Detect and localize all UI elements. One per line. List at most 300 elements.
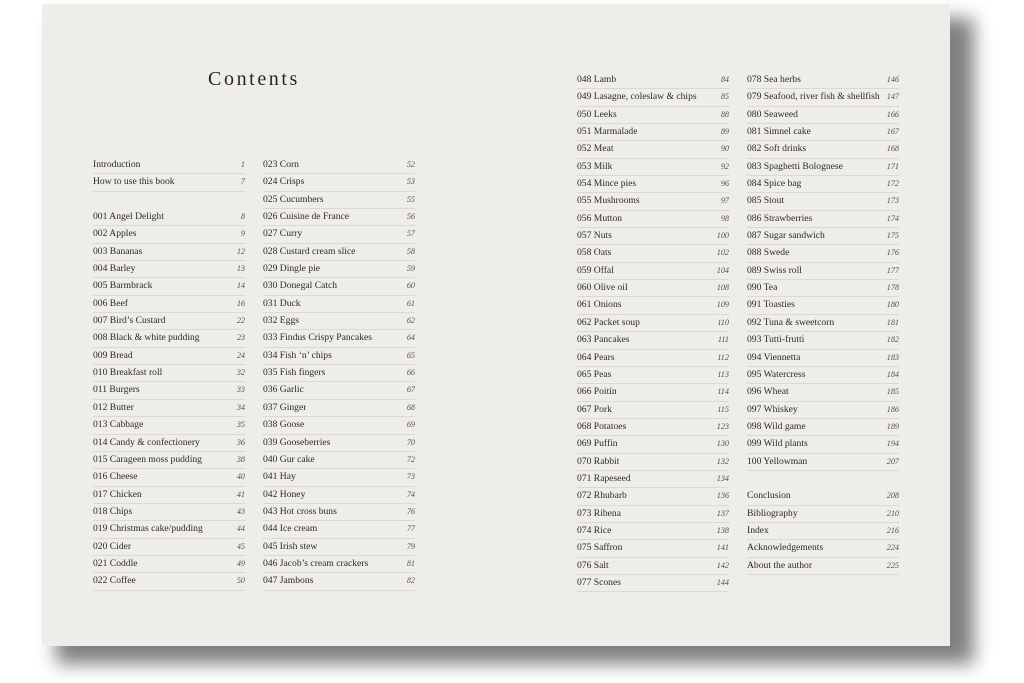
toc-entry-title: 097 Whiskey xyxy=(747,403,798,415)
toc-entry-title: 013 Cabbage xyxy=(93,419,144,431)
toc-entry-page: 210 xyxy=(886,508,899,518)
toc-entry-title: 059 Offal xyxy=(577,264,614,276)
toc-entry-page: 8 xyxy=(240,212,245,222)
toc-entry xyxy=(577,332,729,349)
toc-entry-page: 109 xyxy=(716,300,729,310)
toc-entry xyxy=(577,506,729,523)
toc-entry-title: 017 Chicken xyxy=(93,488,142,500)
toc-entry-title: 039 Gooseberries xyxy=(263,436,331,448)
toc-entry-page: 166 xyxy=(886,109,899,119)
toc-entry-title: 072 Rhubarb xyxy=(577,490,627,502)
toc-entry xyxy=(93,365,245,382)
toc-entry-title: 047 Jambons xyxy=(263,575,314,587)
toc-entry-title: 054 Mince pies xyxy=(577,178,637,190)
toc-entry-title: 052 Meat xyxy=(577,143,614,155)
toc-entry-page: 112 xyxy=(717,352,729,362)
toc-entry-title: 077 Scones xyxy=(577,576,621,588)
toc-entry xyxy=(577,523,729,540)
toc-entry-page: 65 xyxy=(406,350,415,360)
toc-entry-page: 16 xyxy=(236,298,245,308)
toc-entry-title: 056 Mutton xyxy=(577,212,623,224)
toc-entry xyxy=(577,402,729,419)
toc-entry-page: 89 xyxy=(720,127,729,137)
toc-entry-page: 85 xyxy=(720,92,729,102)
toc-entry xyxy=(747,193,899,210)
toc-entry xyxy=(93,382,245,399)
toc-entry xyxy=(577,263,729,280)
toc-entry-title: 080 Seaweed xyxy=(747,108,798,120)
toc-entry-page: 36 xyxy=(236,437,245,447)
toc-entry-title: 094 Viennetta xyxy=(747,351,801,363)
toc-entry xyxy=(93,521,245,538)
toc-entry-page: 146 xyxy=(886,75,899,84)
toc-entry-title: 016 Cheese xyxy=(93,471,138,483)
toc-entry-page: 141 xyxy=(716,543,729,553)
toc-entry-title: Introduction xyxy=(93,159,141,170)
toc-entry xyxy=(263,330,415,347)
toc-entry-page: 176 xyxy=(886,248,899,258)
toc-entry xyxy=(93,452,245,469)
toc-entry-title: 084 Spice bag xyxy=(747,178,802,190)
toc-entry-title: 007 Bird’s Custard xyxy=(93,315,166,327)
toc-entry-title: 092 Tuna & sweetcorn xyxy=(747,316,835,328)
toc-entry-title: 075 Saffron xyxy=(577,542,623,554)
toc-entry xyxy=(263,452,415,469)
toc-entry-title: 005 Barmbrack xyxy=(93,280,153,292)
toc-entry-title: 073 Ribena xyxy=(577,507,621,519)
toc-entry-page: 175 xyxy=(886,231,899,241)
toc-entry-page: 1 xyxy=(240,160,245,169)
toc-entry-page: 97 xyxy=(720,196,729,206)
toc-entry-title: 078 Sea herbs xyxy=(747,74,801,85)
toc-entry-title: 091 Toasties xyxy=(747,299,795,311)
toc-entry-title: 051 Marmalade xyxy=(577,126,638,138)
toc-entry-title: 012 Butter xyxy=(93,401,134,413)
toc-entry xyxy=(93,435,245,452)
toc-entry xyxy=(577,350,729,367)
toc-entry-page: 100 xyxy=(716,231,729,241)
toc-entry-title: 001 Angel Delight xyxy=(93,211,164,223)
toc-entry-page: 92 xyxy=(720,161,729,171)
toc-entry xyxy=(93,469,245,486)
toc-entry-page: 174 xyxy=(886,213,899,223)
toc-entry-page: 56 xyxy=(406,212,415,222)
toc-entry-title: 050 Leeks xyxy=(577,108,617,120)
toc-column-2 xyxy=(263,157,415,591)
toc-entry-title: 065 Peas xyxy=(577,368,612,380)
toc-entry xyxy=(263,382,415,399)
toc-entry-page: 208 xyxy=(886,491,899,501)
toc-entry-page: 60 xyxy=(406,281,415,291)
toc-entry-page: 84 xyxy=(720,75,729,84)
toc-entry-page: 189 xyxy=(886,421,899,431)
toc-entry-page: 144 xyxy=(716,577,729,587)
toc-entry xyxy=(263,261,415,278)
toc-entry-title: 003 Bananas xyxy=(93,245,143,257)
toc-entry xyxy=(747,315,899,332)
toc-entry xyxy=(263,209,415,226)
toc-entry-title: 046 Jacob’s cream crackers xyxy=(263,557,369,569)
toc-entry-title: 032 Eggs xyxy=(263,315,299,327)
toc-entry xyxy=(263,313,415,330)
toc-entry-page: 173 xyxy=(886,196,899,206)
toc-entry-page: 110 xyxy=(717,317,729,327)
toc-entry-page: 104 xyxy=(716,265,729,275)
toc-entry xyxy=(93,348,245,365)
toc-entry-title: 021 Coddle xyxy=(93,557,138,569)
toc-entry-title: 028 Custard cream slice xyxy=(263,245,356,257)
toc-entry-title: 074 Rice xyxy=(577,524,612,536)
toc-entry-title: 066 Poitín xyxy=(577,386,617,398)
toc-entry xyxy=(93,313,245,330)
toc-entry-page: 177 xyxy=(886,265,899,275)
toc-entry xyxy=(747,523,899,540)
toc-entry-title: 100 Yellowman xyxy=(747,455,808,467)
toc-entry xyxy=(577,211,729,228)
toc-entry-title: 040 Gur cake xyxy=(263,453,315,465)
toc-entry xyxy=(747,159,899,176)
toc-entry-page: 70 xyxy=(406,437,415,447)
toc-entry-title: 053 Milk xyxy=(577,160,613,172)
toc-entry xyxy=(577,436,729,453)
toc-entry xyxy=(263,487,415,504)
toc-entry-page: 184 xyxy=(886,369,899,379)
toc-entry xyxy=(93,504,245,521)
toc-entry-page: 167 xyxy=(886,127,899,137)
toc-entry-page: 9 xyxy=(240,229,245,239)
toc-entry-title: Bibliography xyxy=(747,507,798,519)
toc-entry xyxy=(747,228,899,245)
toc-entry-page: 38 xyxy=(236,454,245,464)
toc-entry xyxy=(747,454,899,471)
toc-entry-page: 134 xyxy=(716,473,729,483)
toc-entry xyxy=(747,89,899,106)
toc-entry-page: 66 xyxy=(406,368,415,378)
toc-entry-page: 88 xyxy=(720,109,729,119)
toc-entry-title: How to use this book xyxy=(93,176,175,188)
toc-entry xyxy=(747,263,899,280)
toc-entry xyxy=(93,226,245,243)
toc-entry-title: 093 Tutti-frutti xyxy=(747,334,805,346)
toc-entry xyxy=(747,436,899,453)
toc-entry-title: 068 Potatoes xyxy=(577,420,627,432)
toc-entry xyxy=(93,487,245,504)
toc-entry-page: 181 xyxy=(886,317,899,327)
toc-entry-title: 026 Cuisine de France xyxy=(263,211,350,223)
toc-entry-page: 41 xyxy=(236,489,245,499)
toc-entry-title: 018 Chips xyxy=(93,505,133,517)
toc-entry xyxy=(263,348,415,365)
toc-entry-title: 076 Salt xyxy=(577,559,609,571)
toc-entry xyxy=(93,157,245,174)
toc-entry-title: Acknowledgements xyxy=(747,542,824,554)
toc-entry xyxy=(263,417,415,434)
toc-entry xyxy=(577,297,729,314)
toc-entry-page: 224 xyxy=(886,543,899,553)
toc-entry xyxy=(263,296,415,313)
toc-entry xyxy=(93,573,245,590)
toc-entry-title: 034 Fish ‘n’ chips xyxy=(263,349,332,361)
toc-entry-title: 099 Wild plants xyxy=(747,438,808,450)
toc-entry-page: 185 xyxy=(886,387,899,397)
toc-entry-page: 53 xyxy=(406,177,415,187)
toc-entry-page: 168 xyxy=(886,144,899,154)
toc-entry-page: 64 xyxy=(406,333,415,343)
toc-entry xyxy=(747,297,899,314)
toc-entry-page: 183 xyxy=(886,352,899,362)
toc-entry-page: 49 xyxy=(236,558,245,568)
toc-entry-title: 081 Simnel cake xyxy=(747,126,811,138)
contents-title: Contents xyxy=(208,68,300,90)
toc-entry-title: 008 Black & white pudding xyxy=(93,332,200,344)
toc-entry xyxy=(93,400,245,417)
toc-entry-title: 048 Lamb xyxy=(577,74,617,85)
toc-entry-title: 043 Hot cross buns xyxy=(263,505,337,517)
toc-entry xyxy=(747,176,899,193)
toc-entry xyxy=(577,384,729,401)
toc-entry-page: 132 xyxy=(716,456,729,466)
toc-entry xyxy=(263,174,415,191)
toc-entry xyxy=(263,573,415,590)
toc-entry-page: 32 xyxy=(236,368,245,378)
toc-entry-title: 025 Cucumbers xyxy=(263,193,324,205)
toc-entry-page: 76 xyxy=(406,506,415,516)
section-gap xyxy=(747,471,899,488)
toc-entry-title: 096 Wheat xyxy=(747,386,789,398)
toc-entry xyxy=(747,350,899,367)
toc-entry-title: 090 Tea xyxy=(747,282,778,294)
toc-entry-title: 058 Oats xyxy=(577,247,612,259)
toc-entry-page: 52 xyxy=(406,160,415,169)
toc-entry xyxy=(263,556,415,573)
toc-entry-title: 024 Crisps xyxy=(263,176,305,188)
toc-entry-title: 044 Ice cream xyxy=(263,523,318,535)
toc-entry-page: 90 xyxy=(720,144,729,154)
toc-entry-page: 108 xyxy=(716,283,729,293)
toc-entry-page: 172 xyxy=(886,179,899,189)
toc-entry-title: 061 Onions xyxy=(577,299,622,311)
toc-entry xyxy=(263,278,415,295)
toc-entry-page: 81 xyxy=(406,558,415,568)
toc-entry xyxy=(577,107,729,124)
toc-column-1 xyxy=(93,157,245,591)
toc-entry-title: 095 Watercress xyxy=(747,368,806,380)
toc-entry xyxy=(263,226,415,243)
toc-entry-page: 13 xyxy=(236,264,245,274)
toc-entry-page: 40 xyxy=(236,472,245,482)
toc-entry-page: 24 xyxy=(236,350,245,360)
toc-entry-title: 004 Barley xyxy=(93,263,136,275)
toc-entry-title: 037 Ginger xyxy=(263,401,307,413)
toc-entry xyxy=(747,211,899,228)
toc-entry-page: 62 xyxy=(406,316,415,326)
toc-entry-page: 115 xyxy=(717,404,729,414)
toc-entry-title: 009 Bread xyxy=(93,349,133,361)
toc-entry xyxy=(747,367,899,384)
toc-column-3 xyxy=(577,72,729,592)
toc-entry-title: 029 Dingle pie xyxy=(263,263,321,275)
toc-entry xyxy=(93,330,245,347)
toc-entry xyxy=(263,157,415,174)
toc-entry-title: 098 Wild game xyxy=(747,420,806,432)
toc-entry xyxy=(747,280,899,297)
toc-entry-page: 98 xyxy=(720,213,729,223)
section-gap xyxy=(93,192,245,209)
toc-entry-title: 067 Pork xyxy=(577,403,612,415)
toc-entry-title: 036 Garlic xyxy=(263,384,304,396)
toc-entry-page: 96 xyxy=(720,179,729,189)
toc-entry-page: 73 xyxy=(406,472,415,482)
toc-entry xyxy=(577,315,729,332)
toc-entry xyxy=(747,72,899,89)
toc-entry-page: 130 xyxy=(716,439,729,449)
toc-entry-title: 030 Donegal Catch xyxy=(263,280,338,292)
toc-entry-page: 67 xyxy=(406,385,415,395)
toc-entry xyxy=(577,454,729,471)
toc-entry xyxy=(577,367,729,384)
toc-entry-page: 180 xyxy=(886,300,899,310)
toc-entry xyxy=(263,521,415,538)
toc-entry-title: 038 Goose xyxy=(263,419,305,431)
toc-entry-page: 59 xyxy=(406,264,415,274)
toc-entry-page: 43 xyxy=(236,506,245,516)
toc-entry xyxy=(263,400,415,417)
toc-entry-title: 023 Corn xyxy=(263,159,299,170)
toc-entry xyxy=(577,176,729,193)
toc-entry-title: 002 Apples xyxy=(93,228,137,240)
toc-entry xyxy=(93,261,245,278)
toc-entry xyxy=(263,435,415,452)
toc-entry-page: 137 xyxy=(716,508,729,518)
toc-entry xyxy=(577,72,729,89)
toc-entry xyxy=(93,209,245,226)
toc-entry xyxy=(747,107,899,124)
toc-entry-page: 171 xyxy=(886,161,899,171)
toc-entry-title: 011 Burgers xyxy=(93,384,140,396)
toc-entry-title: 087 Sugar sandwich xyxy=(747,230,825,242)
toc-entry-page: 77 xyxy=(406,524,415,534)
toc-entry-page: 74 xyxy=(406,489,415,499)
toc-entry xyxy=(747,402,899,419)
toc-entry-title: 045 Irish stew xyxy=(263,540,318,552)
toc-entry-page: 50 xyxy=(236,576,245,586)
toc-entry-page: 182 xyxy=(886,335,899,345)
toc-entry xyxy=(577,124,729,141)
toc-entry xyxy=(747,141,899,158)
toc-entry-page: 102 xyxy=(716,248,729,258)
toc-entry-title: 083 Spaghetti Bolognese xyxy=(747,160,843,172)
toc-entry-page: 7 xyxy=(240,177,245,187)
toc-entry-title: 060 Olive oil xyxy=(577,282,628,294)
toc-entry xyxy=(263,504,415,521)
toc-entry-page: 138 xyxy=(716,525,729,535)
toc-entry-title: 049 Lasagne, coleslaw & chips xyxy=(577,91,697,103)
toc-entry-title: 020 Cider xyxy=(93,540,132,552)
toc-entry-page: 12 xyxy=(236,246,245,256)
toc-entry-title: 035 Fish fingers xyxy=(263,367,326,379)
toc-entry-page: 186 xyxy=(886,404,899,414)
toc-entry-title: Conclusion xyxy=(747,490,791,502)
toc-entry xyxy=(747,332,899,349)
toc-entry-title: 006 Beef xyxy=(93,297,128,309)
toc-entry-page: 216 xyxy=(886,525,899,535)
toc-entry-title: 031 Duck xyxy=(263,297,301,309)
toc-entry xyxy=(577,89,729,106)
toc-entry xyxy=(93,244,245,261)
toc-entry-page: 45 xyxy=(236,541,245,551)
toc-entry-title: 082 Soft drinks xyxy=(747,143,807,155)
toc-entry-page: 79 xyxy=(406,541,415,551)
toc-entry-page: 194 xyxy=(886,439,899,449)
toc-entry-title: 041 Hay xyxy=(263,471,296,483)
toc-entry-title: 010 Breakfast roll xyxy=(93,367,163,379)
toc-entry-page: 33 xyxy=(236,385,245,395)
toc-entry-page: 142 xyxy=(716,560,729,570)
toc-entry-page: 58 xyxy=(406,246,415,256)
toc-entry-page: 23 xyxy=(236,333,245,343)
toc-entry xyxy=(747,506,899,523)
toc-entry-page: 82 xyxy=(406,576,415,586)
toc-entry-page: 123 xyxy=(716,421,729,431)
toc-entry-page: 111 xyxy=(717,335,729,345)
toc-entry xyxy=(747,488,899,505)
toc-entry-page: 178 xyxy=(886,283,899,293)
toc-entry-title: 086 Strawberries xyxy=(747,212,813,224)
toc-entry xyxy=(577,419,729,436)
toc-entry xyxy=(577,228,729,245)
toc-entry xyxy=(577,141,729,158)
toc-entry xyxy=(263,244,415,261)
toc-column-4 xyxy=(747,72,899,575)
toc-entry-page: 225 xyxy=(886,560,899,570)
toc-entry-page: 114 xyxy=(717,387,729,397)
toc-entry xyxy=(263,365,415,382)
toc-entry-title: 027 Curry xyxy=(263,228,303,240)
toc-entry xyxy=(93,174,245,191)
toc-entry-title: 042 Honey xyxy=(263,488,306,500)
toc-entry-title: Index xyxy=(747,524,769,536)
toc-entry-title: 069 Puffin xyxy=(577,438,618,450)
toc-entry xyxy=(747,124,899,141)
toc-entry xyxy=(577,488,729,505)
toc-entry xyxy=(747,540,899,557)
toc-entry-title: 079 Seafood, river fish & shellfish xyxy=(747,91,880,103)
toc-entry-title: 014 Candy & confectionery xyxy=(93,436,200,448)
toc-entry xyxy=(577,193,729,210)
toc-entry xyxy=(577,280,729,297)
toc-entry-page: 34 xyxy=(236,402,245,412)
toc-entry-title: 070 Rabbit xyxy=(577,455,620,467)
toc-entry xyxy=(577,575,729,592)
toc-entry xyxy=(93,417,245,434)
toc-entry-title: 088 Swede xyxy=(747,247,790,259)
toc-entry-title: 071 Rapeseed xyxy=(577,472,631,484)
toc-entry-page: 14 xyxy=(236,281,245,291)
toc-entry xyxy=(93,296,245,313)
toc-entry-page: 57 xyxy=(406,229,415,239)
toc-entry xyxy=(577,558,729,575)
toc-entry xyxy=(263,192,415,209)
toc-entry xyxy=(747,558,899,575)
toc-entry-page: 207 xyxy=(886,456,899,466)
toc-entry xyxy=(93,556,245,573)
toc-entry-title: 089 Swiss roll xyxy=(747,264,802,276)
toc-entry-page: 69 xyxy=(406,420,415,430)
toc-entry-page: 61 xyxy=(406,298,415,308)
toc-entry xyxy=(93,539,245,556)
toc-entry xyxy=(577,471,729,488)
toc-entry-title: 062 Packet soup xyxy=(577,316,640,328)
